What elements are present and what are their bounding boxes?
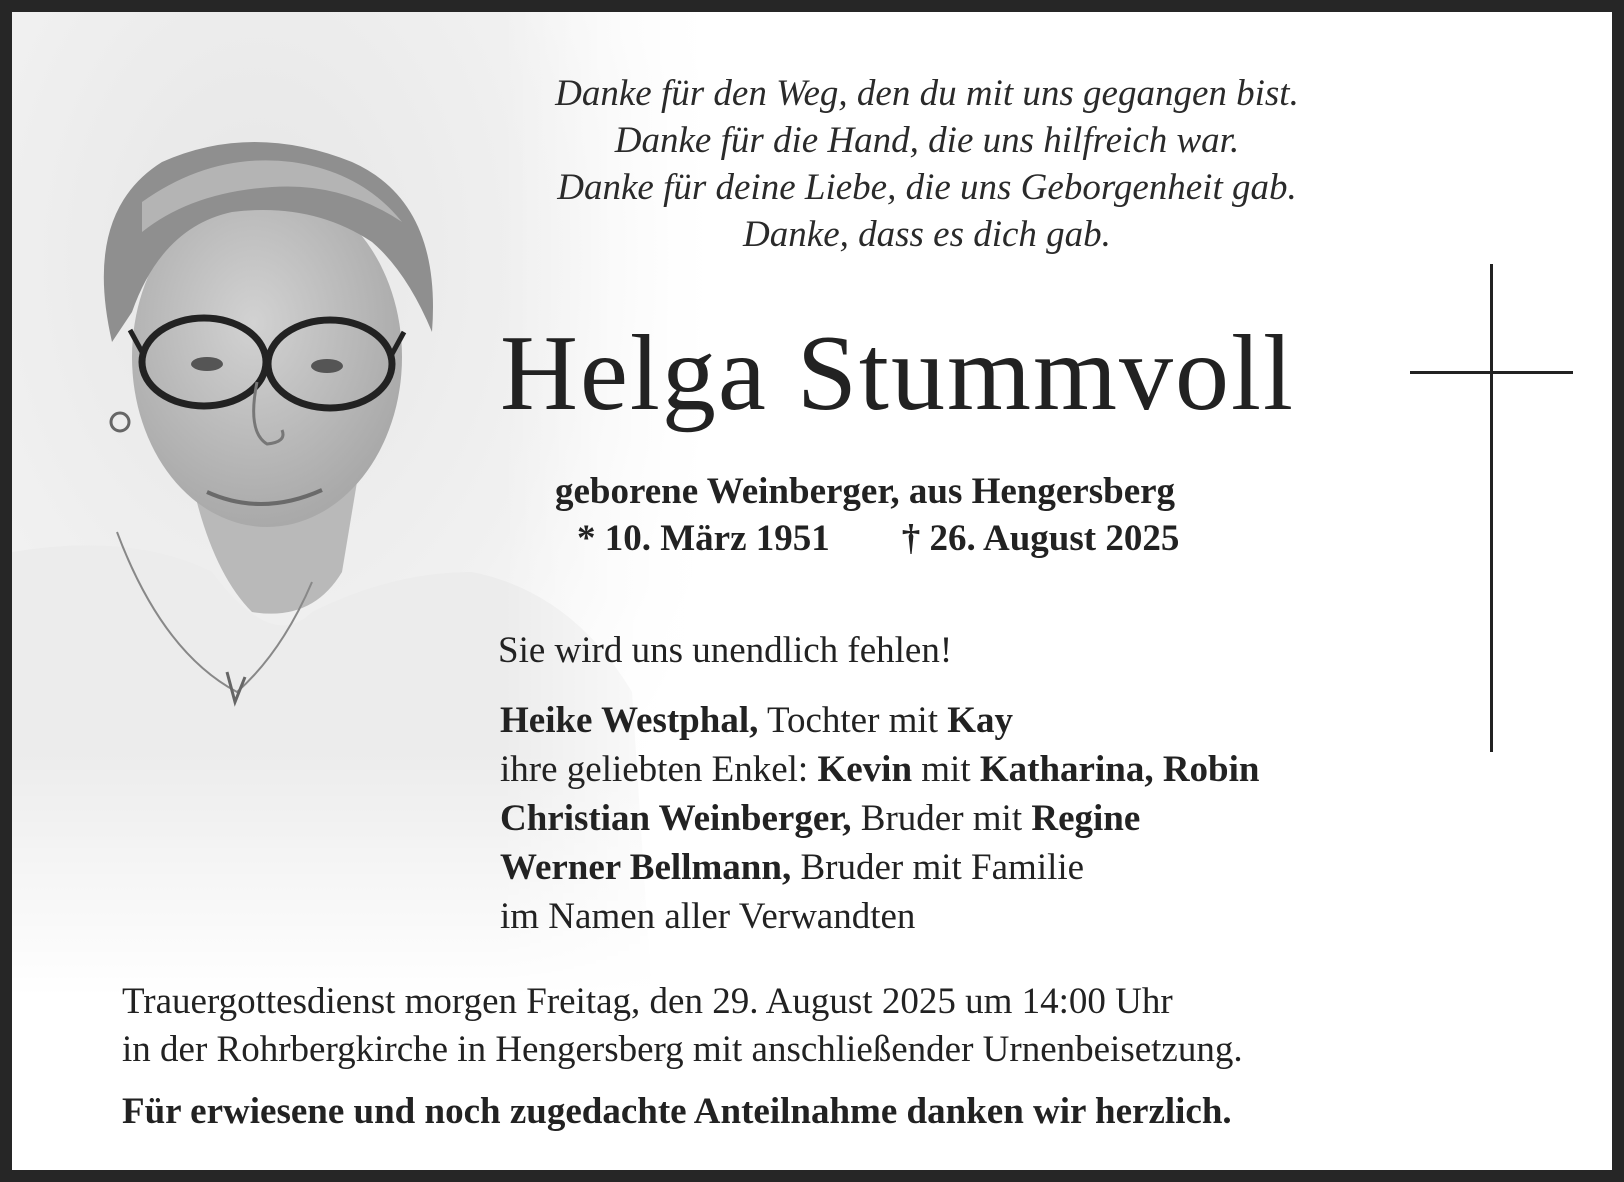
mourner-relation: Bruder mit (851, 798, 1032, 839)
mourners-list (500, 696, 1260, 941)
poem-line: Danke für die Hand, die uns hilfreich war. (614, 120, 1240, 161)
poem (442, 70, 1412, 258)
mourner-name: Werner Bellmann, (500, 847, 792, 888)
mourner-line: im Namen aller Verwandten (500, 896, 916, 937)
mourner-name: Christian Weinberger, (500, 798, 852, 839)
thanks-line: Für erwiesene und noch zugedachte Anteilnahme danken wir herzlich. (122, 1091, 1232, 1132)
birth-date: * 10. März 1951 (577, 518, 830, 559)
death-date: † 26. August 2025 (901, 518, 1180, 559)
funeral-service-info (122, 978, 1243, 1074)
mourner-name: Katharina, Robin (979, 749, 1260, 790)
poem-line: Danke für deine Liebe, die uns Geborgenheit gab. (557, 167, 1297, 208)
deceased-name: Helga Stummvoll (500, 314, 1295, 433)
service-line: Trauergottesdienst morgen Freitag, den 29. August 2025 um 14:00 Uhr (122, 981, 1173, 1022)
mourner-line (500, 745, 1260, 794)
cross-icon-bar (1410, 371, 1573, 374)
mourner-line (500, 696, 1260, 745)
service-line: in der Rohrbergkirche in Hengersberg mit anschließender Urnenbeisetzung. (122, 1029, 1243, 1070)
life-dates (577, 517, 1179, 560)
mourner-relation: ihre geliebten Enkel: (500, 749, 818, 790)
cross-icon (1490, 264, 1493, 752)
mourner-name: Heike Westphal, (500, 700, 759, 741)
birth-name-origin: geborene Weinberger, aus Hengersberg (555, 471, 1176, 512)
mourner-line (500, 794, 1260, 843)
closing-line: Sie wird uns unendlich fehlen! (498, 630, 953, 671)
mourner-relation: Bruder mit Familie (791, 847, 1085, 888)
mourner-partner: Regine (1031, 798, 1141, 839)
mourner-relation: mit (912, 749, 980, 790)
mourner-relation: Tochter mit (758, 700, 948, 741)
poem-line: Danke, dass es dich gab. (743, 214, 1111, 255)
mourner-partner: Kay (947, 700, 1014, 741)
mourner-line (500, 843, 1260, 892)
poem-line: Danke für den Weg, den du mit uns gegangen bist. (555, 73, 1299, 114)
mourner-name: Kevin (817, 749, 913, 790)
